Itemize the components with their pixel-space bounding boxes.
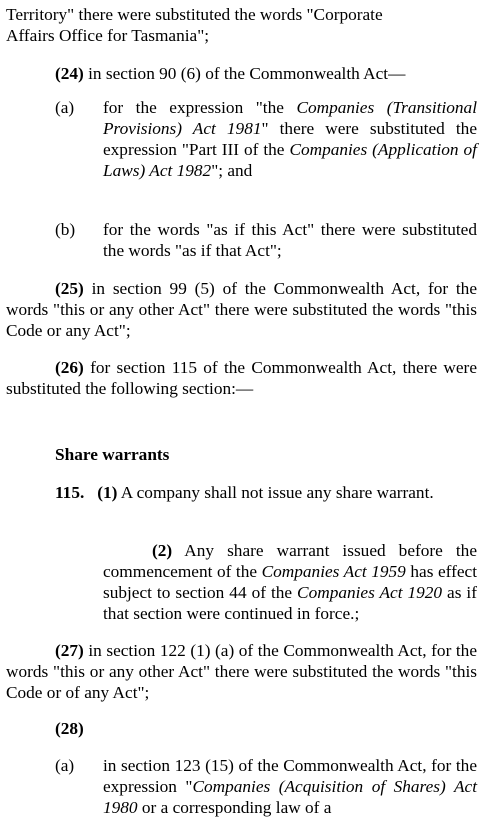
paragraph-number: (25) <box>55 279 84 298</box>
section-115-subsection-2: (2) Any share warrant issued before the commencement of the Companies Act 1959 has effect subject to section 44 of the Companies Act 1920 as if that section were continued in force.; <box>103 541 477 623</box>
item-24b-text: for the words "as if this Act" there were substituted the words "as if that Act"; <box>103 220 477 260</box>
item-label: (a) <box>55 756 75 775</box>
item-28a-text: in section 123 (15) of the Commonwealth Act, for the expression "Companies (Acquisition of Shares) Act 1980 or a corresponding law of a <box>103 756 477 817</box>
paragraph-27: (27) in section 122 (1) (a) of the Commonwealth Act, for the words "this or any other Act" there were substituted the words "this Code or of any Act"; <box>6 641 477 702</box>
section-number: 115. <box>55 483 85 502</box>
subsection-number: (2) <box>152 541 173 560</box>
section-heading: Share warrants <box>55 445 170 464</box>
item-label: (b) <box>55 220 76 239</box>
paragraph-28 <box>55 718 477 739</box>
paragraph-number: (27) <box>55 641 84 660</box>
item-label: (a) <box>55 98 75 117</box>
paragraph-25: (25) in section 99 (5) of the Commonwealth Act, for the words "this or any other Act" there were substituted the words "this Code or any Act"; <box>6 279 477 340</box>
section-115-subsection-1: 115. (1) A company shall not issue any share warrant. <box>55 483 434 502</box>
paragraph-number: (24) <box>55 64 84 83</box>
item-24a-text: for the expression "the Companies (Transitional Provisions) Act 1981" there were substituted the expression "Part III of the Companies (Application of Laws) Act 1982"; and <box>103 98 477 180</box>
paragraph-number: (28) <box>55 719 84 738</box>
paragraph-24: (24) in section 90 (6) of the Commonwealth Act— <box>55 64 406 83</box>
paragraph-number: (26) <box>55 358 84 377</box>
continued-text: Territory" there were substituted the words "Corporate Affairs Office for Tasmania"; <box>6 5 383 45</box>
subsection-number: (1) <box>97 483 118 502</box>
paragraph-26: (26) for section 115 of the Commonwealth Act, there were substituted the following section:— <box>6 358 477 398</box>
